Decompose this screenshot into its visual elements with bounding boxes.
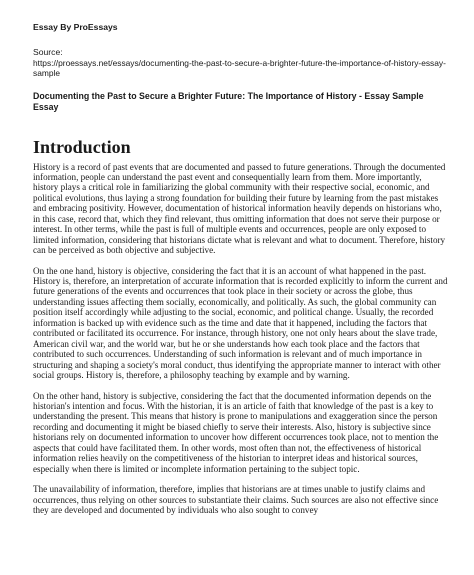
source-label: Source: <box>33 47 63 57</box>
brand-label: Essay By ProEssays <box>33 22 118 32</box>
document-title: Documenting the Past to Secure a Brighter Future: The Importance of History - Essay Sample Essay <box>33 90 424 112</box>
paragraph: The unavailability of information, therefore, implies that historians are at times unable to justify claims and occurrences, thus relying on other sources to substantiate their claims. Such sources are also not effective since they are developed and documented by individuals who also sought to convey <box>33 484 439 516</box>
source-url-link[interactable]: https://proessays.net/essays/documenting-the-past-to-secure-a-brighter-future-the-importance-of-history-essay-sample <box>33 57 446 78</box>
paragraph: On the one hand, history is objective, considering the fact that it is an account of what happened in the past. History is, therefore, an interpretation of accurate information that is recorded explicitly to inform the current and future generations of the events and occurrences that took place in their society or across the globe, thus understanding issues affecting them socially, economically, and politically. As such, the global community can position itself accordingly while adjusting to the social, economic, and political change. Usually, the recorded information is backed up with evidence such as the time and date that it happened, including the factors that contributed or facilitated its occurrence. For instance, through history, one not only hears about the slave trade, American civil war, and the world war, but he or she understands how each took place and the factors that contributed to such occurrences. Understanding of such information is relevant and of much importance in structuring and shaping a society's moral conduct, thus identifying the appropriate manner to interact with other social groups. History is, therefore, a philosophy teaching by example and by warning. <box>33 265 448 381</box>
document-page <box>33 22 448 526</box>
section-heading-introduction: Introduction <box>33 136 131 157</box>
paragraph: History is a record of past events that are documented and passed to future generations. Through the documented information, people can understand the past event and consequentially learn from them. More importantly, history plays a critical role in familiarizing the global community with their respective social, economic, and political evolutions, thus laying a strong foundation for building their future by learning from the past mistakes and embracing positivity. However, documentation of historical information heavily depends on historians who, in this case, record that, which they find relevant, thus omitting information that does not serve their purpose or interest. In other terms, while the past is full of multiple events and occurrences, people are only exposed to limited information, considering that historians dictate what is relevant and what to document. Therefore, history can be perceived as both objective and subjective. <box>33 161 446 256</box>
paragraph: On the other hand, history is subjective, considering the fact that the documented information depends on the historian's intention and focus. With the historian, it is an article of faith that knowledge of the past is a key to understanding the present. This means that history is prone to manipulations and exaggeration since the person recording and documenting it might be biased chiefly to serve their interests. Also, history is subjective since historians rely on documented information to uncover how different occurrences took place, not to mention the aspects that could have facilitated them. In other words, most often than not, the effectiveness of historical information relies heavily on the competitiveness of the historian to interpret ideas and historical sources, especially when there is limited or incomplete information pertaining to the subject topic. <box>33 390 439 474</box>
